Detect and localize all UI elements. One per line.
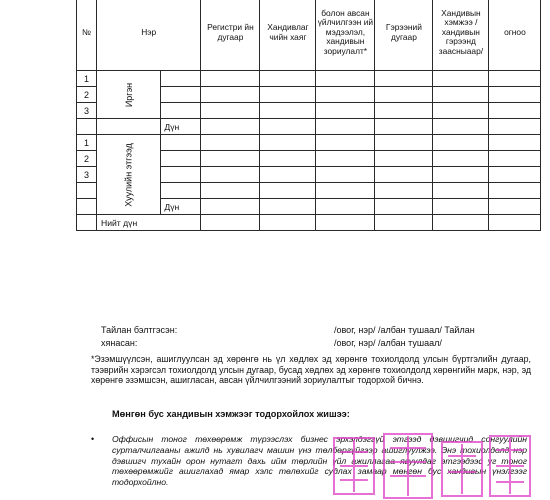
row-number: 2 xyxy=(77,87,97,103)
header-address: Хандивлаг чийн хаяг xyxy=(260,0,316,71)
row-number: 3 xyxy=(77,167,97,183)
footnote: *Эзэмшүүлсэн, ашиглуулсан эд хөрөнгө нь үл хөдлөх эд хөрөнгө тохиолдолд улсын бүртгэлийн дугаар, тээврийн хэрэгсэл тохиолдолд улсын дугаар, бусад хөдлөх эд хөрөнгө тохиолдолд хөрөнгийн марк, нэр, эд хөрөнгө эзэмшсэн, ашигласан, авсан үйлчилгээний зориулалтыг тодорхой бичнэ. xyxy=(91,354,531,386)
row-number: 1 xyxy=(77,71,97,87)
row-number: 2 xyxy=(77,151,97,167)
prepared-by-fields: /овог, нэр/ /албан тушаал/ Тайлан xyxy=(334,325,475,335)
row-number: 3 xyxy=(77,103,97,119)
prepared-by-label: Тайлан бэлтгэсэн: xyxy=(101,325,178,335)
header-name: Нэр xyxy=(97,0,201,71)
header-amount: Хандивын хэмжээ /хандивын гэрээнд заасныаар/ xyxy=(433,0,489,71)
row-number: 1 xyxy=(77,135,97,151)
table-header-row xyxy=(77,0,541,71)
header-note: огноо xyxy=(489,0,541,71)
total-label: Нийт дүн xyxy=(97,215,201,231)
table-row xyxy=(77,135,541,151)
stamp-seal-icon xyxy=(330,432,535,500)
reviewed-by-label: хянасан: xyxy=(101,338,138,348)
group-individual-label: Иргэн xyxy=(123,82,134,107)
group-legal-label: Хуулийн этгээд xyxy=(123,142,134,207)
header-service-info: болон авсан үйлчилгээн ий мэдээлэл, хандивын зориулалт* xyxy=(316,0,375,71)
donation-report-table xyxy=(76,0,541,231)
group-individual-cell xyxy=(97,71,161,119)
example-text: Оффисын тоног төхөөрөмж түрээслэх бизнес эрхэлдэггүй этгээд дэвшигчид сонгуулийн сурталчилгааны ажилд нь хувилагч машин үнэ төлбөргүйгээр ашиглуулжээ. Энэ тохиолдолд нэр дэвшигч тухайн орон нутагт дахь ийм төрлийн үйл ажиллагаа явуулдаг этгээдээс уг тоног төхөөрөмжийг ашиглахад ямар хэлс төлөхийг судлах замаар мөнгөн бус хандивын үнэлгээг тодорхойлно. xyxy=(112,434,527,488)
header-no: № xyxy=(77,0,97,71)
table-row-total xyxy=(77,215,541,231)
header-contract: Гэрээний дугаар xyxy=(375,0,433,71)
reviewed-by-fields: /овог, нэр/ /албан тушаал/ xyxy=(334,338,442,348)
group-legal-cell xyxy=(97,135,161,215)
bullet-icon: • xyxy=(91,434,95,444)
table-row xyxy=(77,71,541,87)
header-registration: Регистри йн дугаар xyxy=(201,0,260,71)
sum-label: Дүн xyxy=(161,119,201,135)
example-heading: Мөнгөн бус хандивын хэмжээг тодорхойлох жишээ: xyxy=(112,409,350,419)
sum-label: Дүн xyxy=(161,199,201,215)
table-row-sum-individual xyxy=(77,119,541,135)
